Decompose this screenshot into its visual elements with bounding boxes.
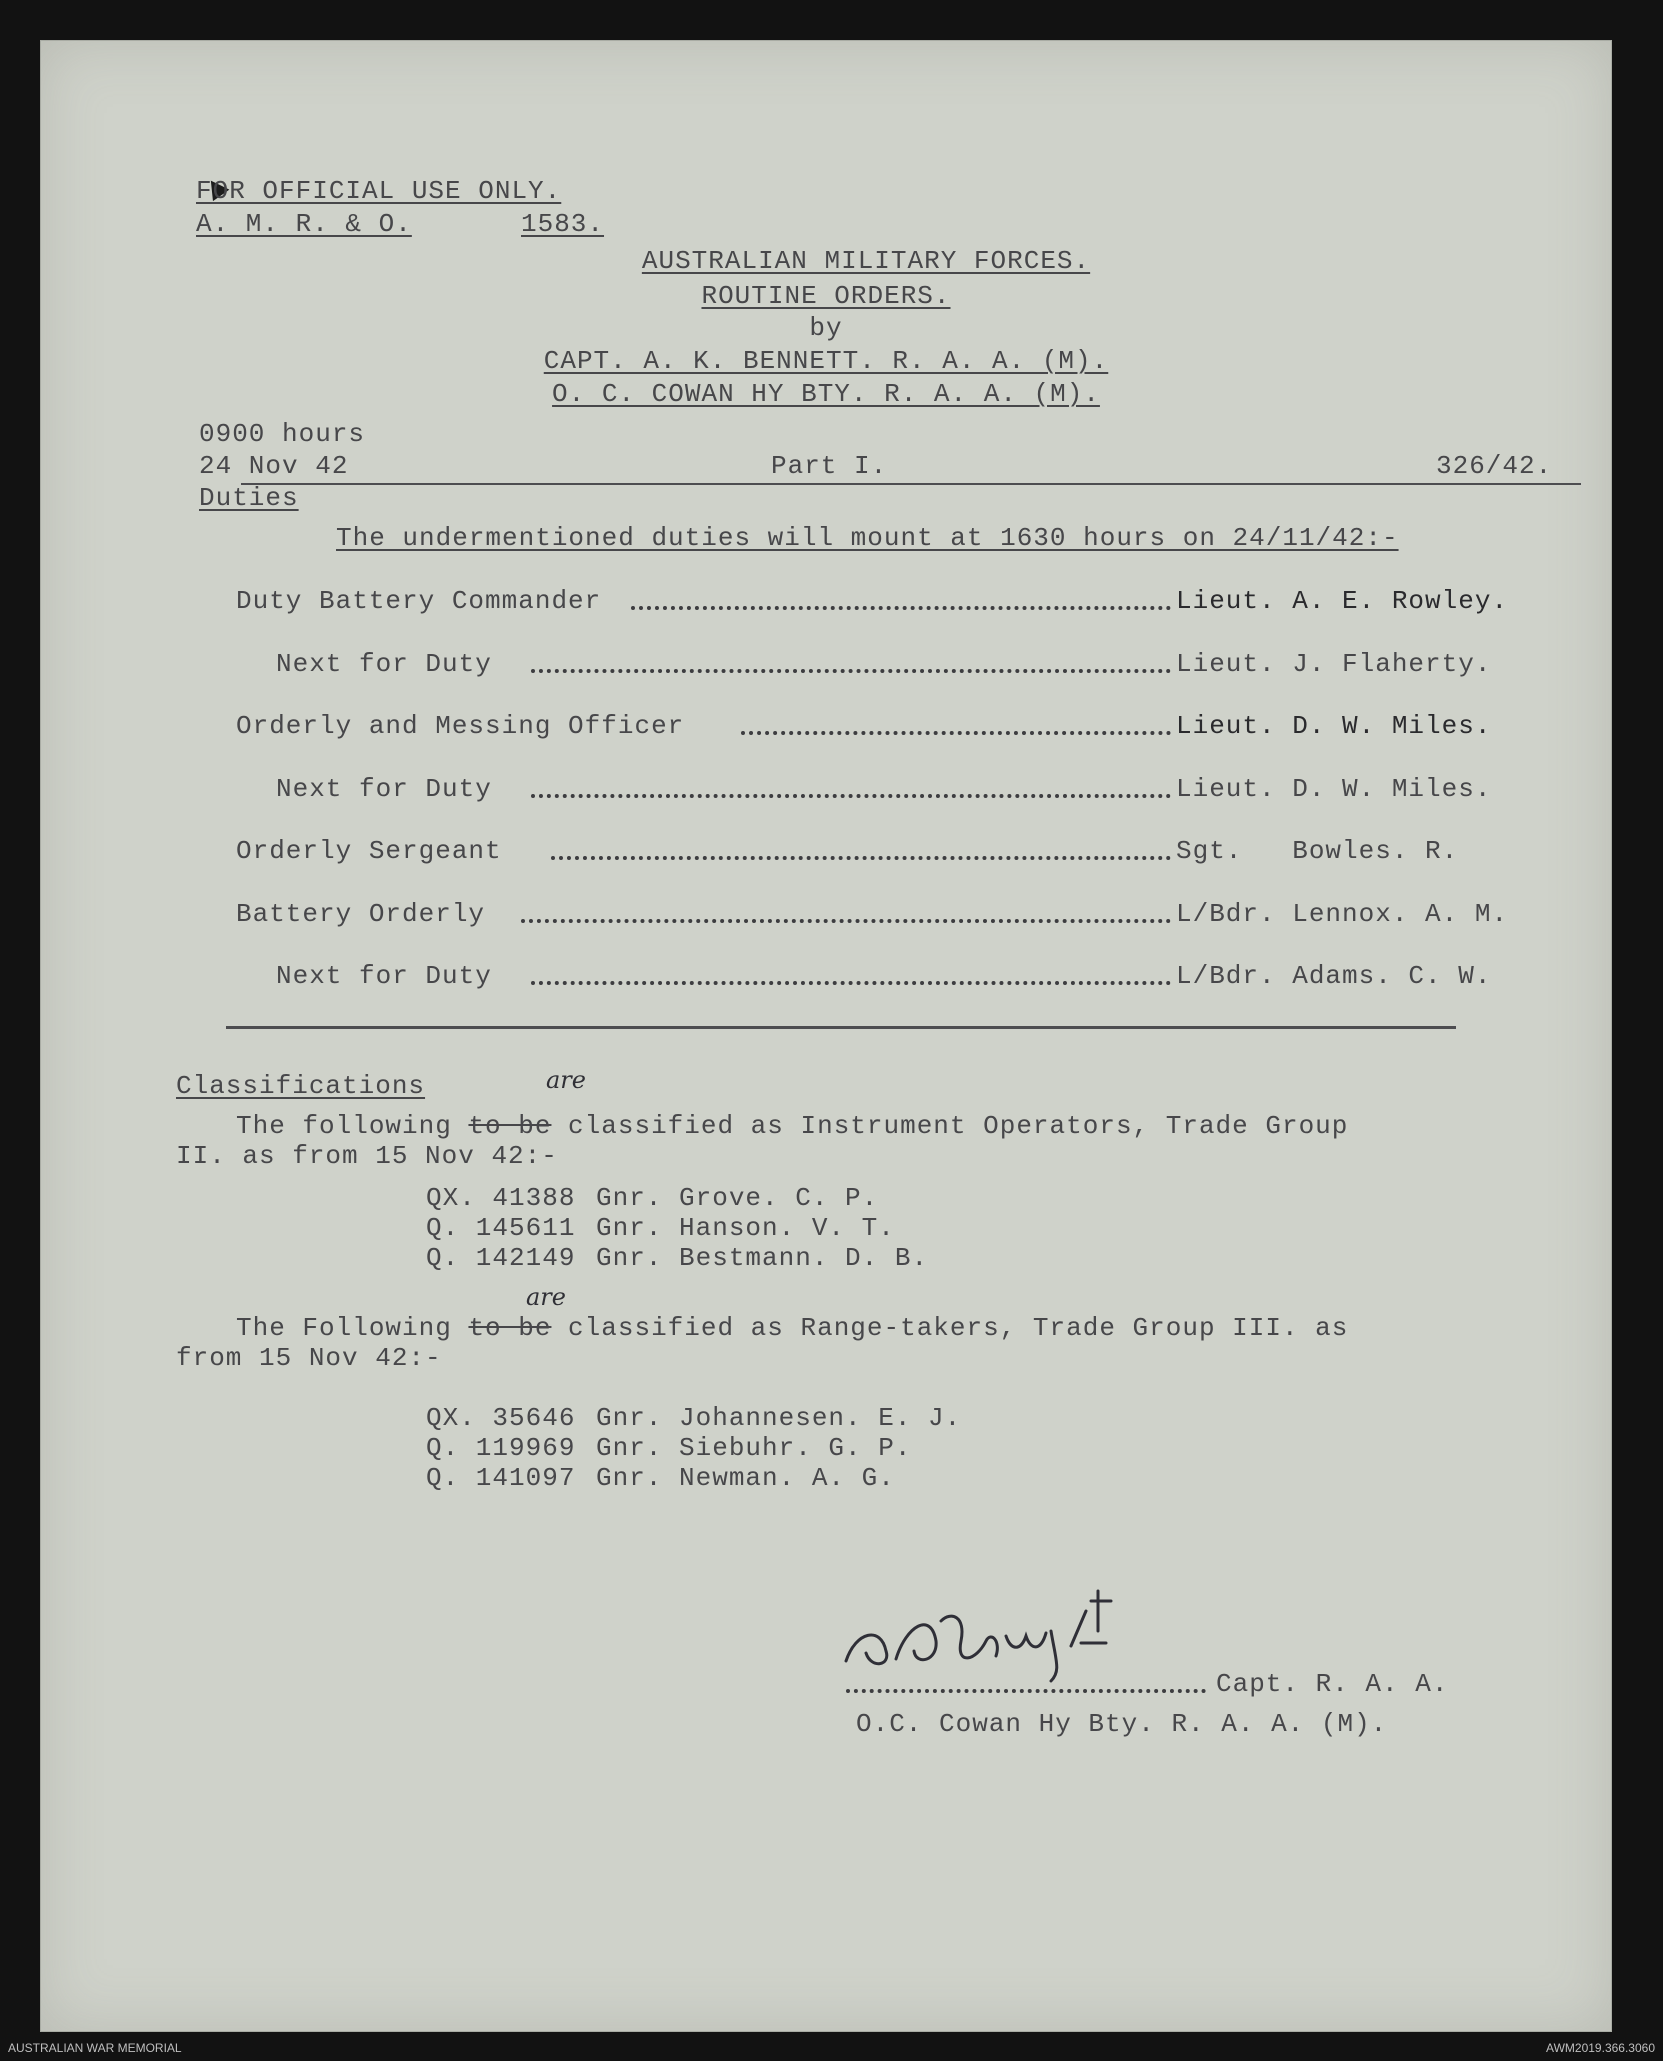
header-line-unit: O. C. COWAN HY BTY. R. A. A. (M). <box>552 379 1100 409</box>
classifications-heading: Classifications <box>176 1071 426 1101</box>
signature-unit: O.C. Cowan Hy Bty. R. A. A. (M). <box>856 1709 1388 1739</box>
signature-leader <box>846 1689 1206 1693</box>
duty-role: Orderly and Messing Officer <box>236 711 685 741</box>
duty-leader <box>531 669 1171 673</box>
gunner-name: Gnr. Grove. C. P. <box>596 1183 879 1213</box>
header-line-orders: ROUTINE ORDERS. <box>701 281 951 311</box>
service-number: QX. 41388 <box>426 1183 576 1213</box>
gunner-name: Gnr. Newman. A. G. <box>596 1463 895 1493</box>
amr-code: A. M. R. & O. <box>196 209 412 239</box>
section-divider <box>226 1026 1456 1029</box>
gunner-name: Gnr. Siebuhr. G. P. <box>596 1433 912 1463</box>
duty-role: Next for Duty <box>276 774 492 804</box>
order-time: 0900 hours <box>199 419 366 449</box>
duty-role: Battery Orderly <box>236 899 486 929</box>
amr-number: 1583. <box>521 209 605 239</box>
document-page <box>40 40 1612 2032</box>
service-number: Q. 145611 <box>426 1213 576 1243</box>
signature-rank: Capt. R. A. A. <box>1216 1669 1449 1699</box>
part-rule <box>241 483 1581 485</box>
duty-role: Duty Battery Commander <box>236 586 602 616</box>
duty-person: L/Bdr. Lennox. A. M. <box>1176 899 1509 929</box>
group1-intro: The following to be classified as Instrument Operators, Trade Group <box>236 1111 1349 1141</box>
gunner-name: Gnr. Bestmann. D. B. <box>596 1243 929 1273</box>
official-use-label: FOR OFFICIAL USE ONLY. <box>196 176 562 206</box>
duty-role: Next for Duty <box>276 649 492 679</box>
duties-heading: Duties <box>199 483 299 513</box>
duty-leader <box>531 981 1171 985</box>
service-number: QX. 35646 <box>426 1403 576 1433</box>
gunner-name: Gnr. Hanson. V. T. <box>596 1213 895 1243</box>
gunner-name: Gnr. Johannesen. E. J. <box>596 1403 962 1433</box>
duties-intro: The undermentioned duties will mount at 1630 hours on 24/11/42:- <box>336 523 1399 553</box>
duty-role: Next for Duty <box>276 961 492 991</box>
duty-leader <box>631 606 1171 610</box>
duty-role: Orderly Sergeant <box>236 836 502 866</box>
service-number: Q. 141097 <box>426 1463 576 1493</box>
header-block <box>81 246 1651 276</box>
duty-person: Lieut. A. E. Rowley. <box>1176 586 1509 616</box>
order-date: 24 Nov 42 <box>199 451 349 481</box>
group1-intro-cont: II. as from 15 Nov 42:- <box>176 1141 558 1171</box>
handwritten-correction: are <box>526 1283 566 1311</box>
duty-leader <box>531 794 1171 798</box>
part-label: Part I. <box>771 451 888 481</box>
handwritten-correction: are <box>546 1066 586 1094</box>
duty-leader <box>521 919 1171 923</box>
header-line-commander: CAPT. A. K. BENNETT. R. A. A. (M). <box>543 346 1109 376</box>
duty-person: Lieut. J. Flaherty. <box>1176 649 1492 679</box>
duty-person: Sgt. Bowles. R. <box>1176 836 1459 866</box>
handwritten-signature <box>836 1571 1136 1686</box>
header-line-forces: AUSTRALIAN MILITARY FORCES. <box>641 246 1091 276</box>
duty-person: L/Bdr. Adams. C. W. <box>1176 961 1492 991</box>
duty-leader <box>741 731 1171 735</box>
order-number: 326/42. <box>1436 451 1553 481</box>
group2-intro: The Following to be classified as Range-takers, Trade Group III. as <box>236 1313 1349 1343</box>
service-number: Q. 142149 <box>426 1243 576 1273</box>
duty-leader <box>551 856 1171 860</box>
footer-accession: AWM2019.366.3060 <box>1546 2041 1655 2055</box>
footer-source: AUSTRALIAN WAR MEMORIAL <box>8 2041 182 2055</box>
service-number: Q. 119969 <box>426 1433 576 1463</box>
duty-person: Lieut. D. W. Miles. <box>1176 711 1492 741</box>
header-line-by: by <box>809 313 843 343</box>
group2-intro-cont: from 15 Nov 42:- <box>176 1343 442 1373</box>
duty-person: Lieut. D. W. Miles. <box>1176 774 1492 804</box>
